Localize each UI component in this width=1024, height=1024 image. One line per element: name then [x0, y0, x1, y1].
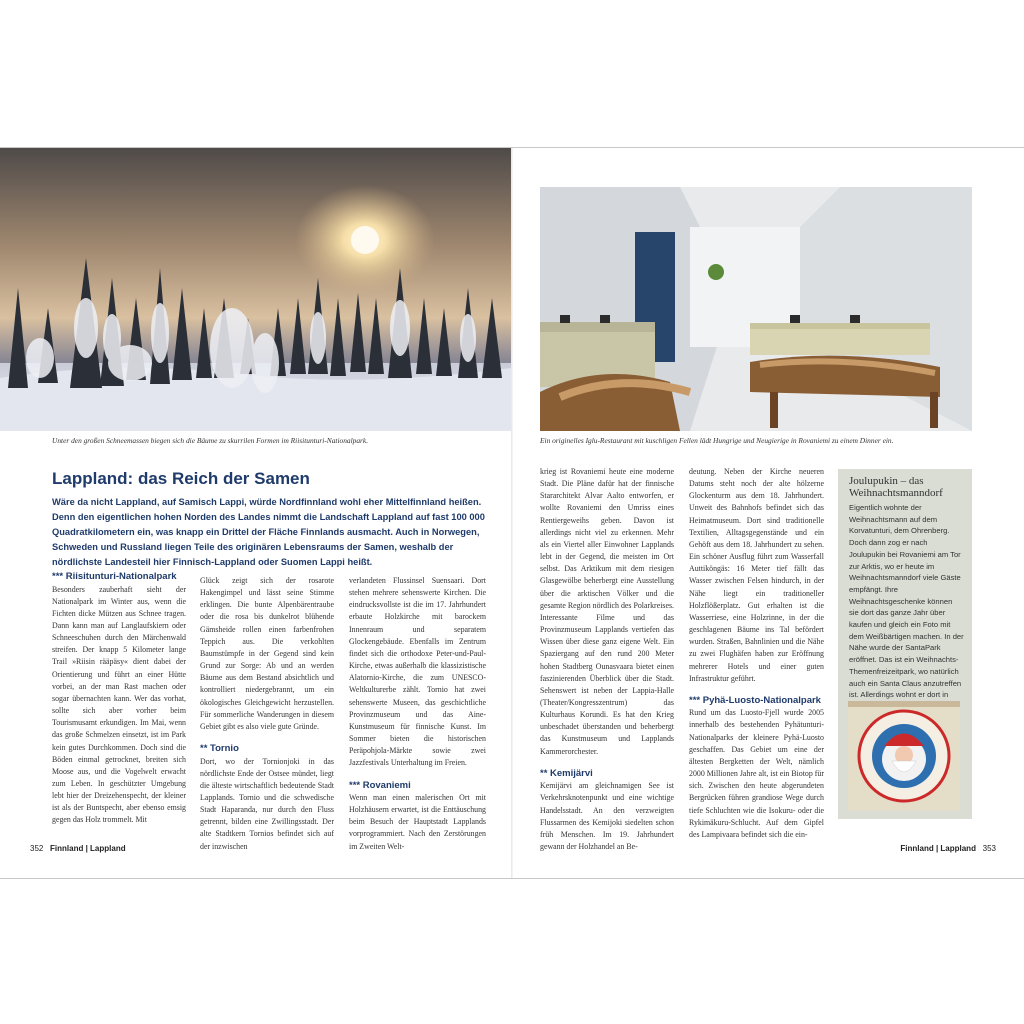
right-folio	[900, 844, 996, 853]
article-title: Lappland: das Reich der Samen	[52, 469, 310, 488]
heading-tornio: ** Tornio	[200, 743, 239, 755]
left-photo-caption: Unter den großen Schneemassen biegen sich die Bäume zu skurrilen Formen im Riisitunturi-Nationalpark.	[52, 436, 369, 445]
igloo-restaurant-photo	[540, 187, 972, 431]
heading-kemijarvi: ** Kemijärvi	[540, 767, 593, 779]
text-tornio-cont: verlandeten Flussinsel Suensaari. Dort stehen mehrere sehenswerte Kirchen. Die eindrucksvollste ist die im 17. Jahrhundert erbaute Holzkirche mit barockem Innenraum und separatem Glockengebäude. Ebenfalls im Zentrum findet sich die orthodoxe Peter-und-Paul-Kirche, etwas außerhalb die klassizistische Alatornio-Kirche, die zum UNESCO-Weltkulturerbe zählt. Tornio hat zwei sehenswerte Museen, das geschichtliche Provinzmuseum und das Aine-Kunstmuseum für finnische Kunst. Im Sommer bieten die historischen Peräpohjola-Märkte sowie zwei Jazzfestivals Unterhaltung im Freien.	[349, 576, 486, 768]
heading-pyha-luosto: *** Pyhä-Luosto-Nationalpark	[689, 694, 821, 706]
snowy-forest-illustration	[0, 148, 511, 431]
left-folio	[30, 844, 126, 853]
igloo-restaurant-illustration	[540, 187, 972, 431]
santa-sign-illustration	[848, 701, 960, 811]
article-lead: Wäre da nicht Lappland, auf Samisch Lappi, würde Nordfinnland wohl eher Mittelfinnland heißen. Denn den eigentlichen hohen Norden des Landes nimmt die Landschaft Lappland auf fast 100 000 Quadratkilometern ein, was knapp ein Drittel der Fläche Finnlands ausmacht. Auch in Norwegen, Schweden und Russland liegen Teile des originären Lebensraums der Samen, weshalb der nördlichste Landesteil hier Finnisch-Lappland oder Suomen Lappi heißt.	[52, 497, 485, 567]
text-kemijarvi: Kemijärvi am gleichnamigen See ist Verkehrsknotenpunkt und eine wichtige Handelsstadt. An den verzweigten Flussarmen des Kemijoki siedelten schon früh Menschen. Im 19. Jahrhundert gewann der Holzhandel an Be-	[540, 781, 674, 852]
column-2	[200, 575, 334, 853]
text-rovaniemi: Wenn man einen malerischen Ort mit Holzhäusern erwartet, ist die Enttäuschung beim Besuch der Hauptstadt Lapplands vorprogrammiert. Nach den Zerstörungen im Zweiten Welt-	[349, 793, 486, 851]
book-spread	[0, 147, 1024, 879]
text-pyha-luosto: Rund um das Luosto-Fjell wurde 2005 innerhalb des bestehenden Pyhätunturi-Nationalparks der kleinere Pyhä-Luosto geschaffen. Das Gebiet um eine der ältesten Bergketten der Welt, nämlich 2000 Millionen Jahre alt, ist ein Biotop für sich. Zwischen den heute abgerundeten Bergrücken führen grandiose Wege durch tiefe Schluchten wie die Isokuru- oder die Rykimäkuru-Schlucht. Auf dem Gipfel des Lampivaara befindet sich die ein-	[689, 708, 824, 839]
column-1	[52, 571, 186, 827]
column-4	[540, 466, 674, 853]
snowy-forest-photo	[0, 148, 511, 431]
left-running-head: Finnland | Lappland	[50, 844, 126, 853]
text-riisitunturi: Besonders zauberhaft sieht der Nationalpark im Winter aus, wenn die Fichten dicke Mützen aus Schnee tragen. Dann kann man auf Langlaufskiern oder Schneeschuhen durch den Märchenwald streifen. Der knapp 5 Kilometer lange Trail »Riisin rääpäsy« dient dabei der Orientierung und führt an einer Hütte vorbei, an der man Rast machen oder sogar übernachten kann. Wer das vorhat, sollte sich aber vorher beim Tourismusamt erkundigen. Im Mai, wenn das große Schmelzen einsetzt, ist im Park kein gutes Durchkommen. Doch sind die Böden einmal getrocknet, breiten sich Moose aus, und die Vogelwelt erwacht zum Leben. In geschützter Umgebung lebt hier der Dreizehenspecht, der kleiner ist als der Buntspecht, aber ebenso emsig gegen das Holz trommelt. Mit	[52, 584, 186, 825]
sidebar-box	[838, 469, 972, 819]
text-tornio: Dort, wo der Tornionjoki in das nördlichste Ende der Ostsee mündet, liegt die älteste wirtschaftlich bedeutende Stadt Lapplands. Tornio und die schwedische Stadt Haparanda, nur durch den Fluss getrennt, bilden eine Zwillingsstadt. Der alte Stadtkern Tornios befindet sich auf der inzwischen	[200, 756, 334, 851]
santa-claus-sign-image	[848, 701, 960, 811]
text-riisitunturi-cont: Glück zeigt sich der rosarote Hakengimpel und lässt seine Stimme erklingen. Die bunte Alpenbärentraube oder die rosa bis dunkelrot blühende Gämsheide rollen einen farbenfrohen Teppich aus. Die verkohlten Baumstümpfe in der Gegend sind kein Grund zur Sorge: Ab und an werden Bäume aus dem Bestand absichtlich und kontrolliert niedergebrannt, um ein ökologisches Gleichgewicht herzustellen. Für sommerliche Wanderungen in diesem Gebiet gibt es also viele gute Gründe.	[200, 576, 334, 731]
right-page-number: 353	[982, 844, 996, 853]
left-page-number: 352	[30, 844, 44, 853]
column-5	[689, 466, 824, 841]
text-kemijarvi-cont: deutung. Neben der Kirche neueren Datums steht noch der alte hölzerne Glockenturm aus dem 18. Jahrhundert. Unweit des Bahnhofs befindet sich das Heimatmuseum. Dort sind traditionelle Textilien, Alltagsgegenstände und ein Gehöft aus dem 18. Jahrhundert zu sehen. Ein schöner Ausflug führt zum Wasserfall Auttiköngäs: 16 Meter tief fällt das Wasser zwischen Felsen hindurch, in der Nähe liegt ein traditioneller Holzflößerplatz. Gut erhalten ist die Wasserriese, eine Holzrinne, in der die geschlagenen Bäume ins Tal befördert wurden. Straßen, Bahnlinien und die Nähe zu zwei Flughäfen haben zur Eröffnung mehrerer Hotels und einer guten Infrastruktur geführt.	[689, 467, 824, 683]
heading-riisitunturi: *** Riisitunturi-Nationalpark	[52, 571, 177, 582]
sidebar-title: Joulupukin – das Weihnachtsmanndorf	[849, 475, 943, 499]
right-photo-caption: Ein originelles Iglu-Restaurant mit kuschligen Fellen lädt Hungrige und Neugierige in Rovaniemi zu einem Dinner ein.	[540, 436, 894, 445]
text-rovaniemi-cont: krieg ist Rovaniemi heute eine moderne Stadt. Die Pläne dafür hat der finnische Stararchitekt Alvar Aalto entworfen, er wollte Rovaniemi den Umriss eines Rentiergeweihs geben. Davon ist allerdings nicht viel zu erkennen. Mehr als ein Viertel aller Einwohner Lapplands lebt in der Gegend, die meisten im Ort selbst. Das Arktikum mit dem riesigen Glasgewölbe beherbergt eine Ausstellung über die arktischen Völker und die gesamte Region nördlich des Polarkreises. Interessante Filme und das Provinzmuseum Lapplands vertiefen das Wissen über diese ganz eigene Welt. Ein Spaziergang auf den rund 200 Meter hohen Stadtberg Ounasvaara bietet einen faszinierenden Überblick über die Stadt. Sehenswert ist neben der Lappia-Halle (Theater/Kongresszentrum) das Kulturhaus Korundi. Es hat den Krieg unbeschadet überstanden und beherbergt das Kunstmuseum und Lapplands Kammerorchester.	[540, 467, 674, 756]
sidebar-text: Eigentlich wohnte der Weihnachtsmann auf dem Korvatunturi, dem Ohrenberg. Doch dann zog er nach Joulupukin bei Rovaniemi am Tor zur Arktis, wo er heute im Weihnachtsmanndorf viele Gäste empfängt. Ihre Weihnachtsgeschenke können sie dort das ganze Jahr über kaufen und gleich ein Foto mit dem Weißbärtigen machen. In der Nähe wurde der SantaPark eröffnet. Das ist ein Weihnachts-Themenfreizeitpark, wo natürlich auch ein Santa Claus anzutreffen ist. Allerdings wohnt er dort in	[849, 503, 964, 700]
column-3	[349, 575, 486, 853]
right-running-head: Finnland | Lappland	[900, 844, 976, 853]
page-gutter	[511, 148, 513, 878]
heading-rovaniemi: *** Rovaniemi	[349, 779, 411, 791]
